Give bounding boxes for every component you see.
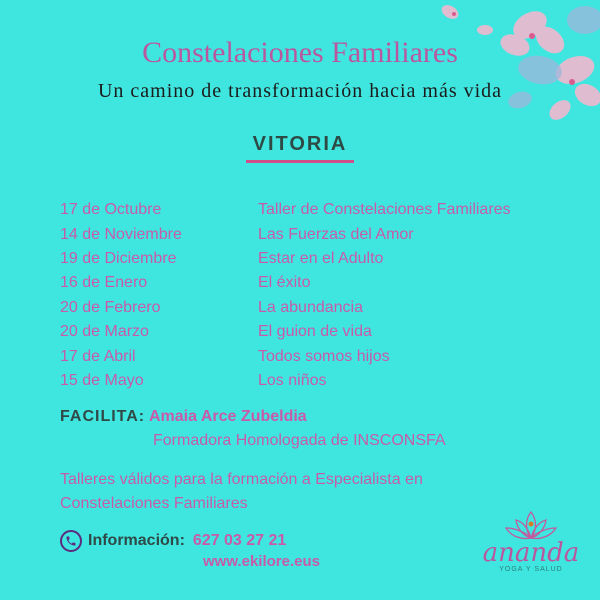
schedule-date: 19 de Diciembre — [60, 249, 177, 267]
schedule-topic: El éxito — [258, 274, 311, 292]
city-underline — [246, 160, 354, 163]
schedule-topic: La abundancia — [258, 298, 363, 316]
facilitator-role: Formadora Homologada de INSCONSFA — [153, 432, 446, 449]
schedule-topic: Las Fuerzas del Amor — [258, 225, 414, 243]
page-title: Constelaciones Familiares — [142, 36, 458, 69]
phone-number[interactable]: 627 03 27 21 — [192, 532, 287, 549]
schedule-topic: Taller de Constelaciones Familiares — [258, 201, 511, 219]
cherry-blossom-decoration — [410, 0, 600, 150]
schedule-date: 15 de Mayo — [60, 371, 144, 389]
schedule-topic: Los niños — [258, 371, 327, 389]
schedule-row — [60, 247, 560, 271]
schedule-topic: Todos somos hijos — [258, 347, 390, 365]
schedule-date: 20 de Febrero — [60, 298, 161, 316]
schedule-topic: Estar en el Adulto — [258, 249, 384, 267]
schedule-row — [60, 369, 560, 393]
schedule-row — [60, 271, 560, 295]
training-note: Talleres válidos para la formación a Especialista en Constelaciones Familiares — [60, 471, 423, 512]
city-heading: VITORIA — [252, 133, 348, 155]
ananda-logo — [476, 508, 586, 578]
logo-tagline: YOGA Y SALUD — [499, 566, 563, 573]
lotus-icon — [501, 508, 561, 542]
page-subtitle: Un camino de transformación hacia más vida — [97, 80, 503, 102]
schedule-date: 17 de Octubre — [60, 201, 162, 219]
schedule-date: 20 de Marzo — [60, 323, 149, 341]
facilita-label: FACILITA: — [60, 408, 146, 425]
schedule-date: 17 de Abril — [60, 347, 136, 365]
schedule-date: 14 de Noviembre — [60, 225, 182, 243]
schedule-list — [60, 198, 560, 393]
schedule-date: 16 de Enero — [60, 274, 148, 292]
website-link[interactable]: www.ekilore.eus — [203, 553, 320, 570]
schedule-row — [60, 296, 560, 320]
info-line — [60, 530, 286, 552]
phone-icon — [60, 530, 82, 552]
facilitator-name: Amaia Arce Zubeldia — [149, 408, 307, 425]
logo-wordmark: ananda — [482, 538, 580, 568]
schedule-topic: El guion de vida — [258, 323, 372, 341]
schedule-row — [60, 222, 560, 246]
schedule-row — [60, 320, 560, 344]
schedule-row — [60, 198, 560, 222]
schedule-row — [60, 344, 560, 368]
info-label: Información: — [88, 532, 185, 549]
facilitator-line — [60, 408, 307, 426]
